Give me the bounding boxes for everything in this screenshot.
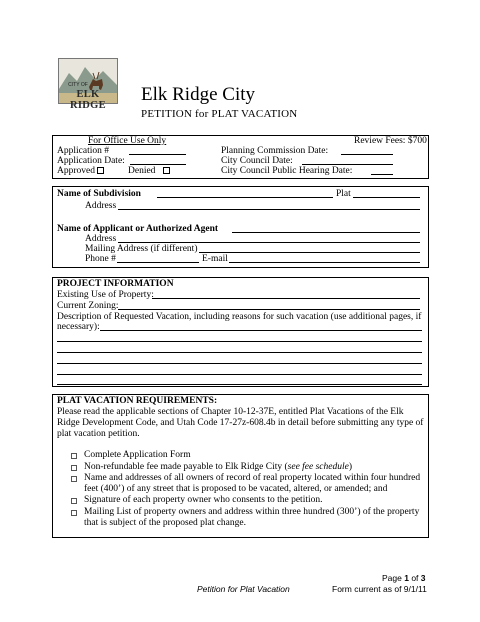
application-number-field[interactable]: [129, 154, 186, 155]
description-field-line[interactable]: [57, 341, 422, 342]
page-current: 1: [404, 573, 409, 583]
requirement-checkbox[interactable]: [71, 498, 77, 504]
description-field-line[interactable]: [57, 374, 422, 375]
approved-checkbox[interactable]: [97, 167, 104, 174]
application-date-field[interactable]: [130, 164, 186, 165]
footer-form-date: Form current as of 9/1/11: [332, 584, 427, 594]
footer-doc-title: Petition for Plat Vacation: [197, 584, 290, 594]
plat-field[interactable]: [353, 197, 420, 198]
logo-city-name: ELK RIDGE: [70, 89, 106, 111]
city-council-date-label: City Council Date:: [221, 156, 293, 166]
subdivision-name-label: Name of Subdivision: [57, 189, 141, 199]
mailing-address-field[interactable]: [199, 252, 420, 253]
requirements-intro: Ridge Development Code, and Utah Code 17-27z-608.4b in detail before submitting any type of: [57, 418, 424, 428]
page-total: 3: [420, 573, 426, 583]
logo-city-of: CITY OF: [68, 82, 88, 88]
subdivision-address-label: Address: [85, 201, 117, 211]
applicant-name-field[interactable]: [232, 232, 420, 233]
description-label: Description of Requested Vacation, including reasons for such vacation (use additional pages, if: [57, 312, 422, 322]
requirement-item: Name and addresses of all owners of record of real property located within four hundred: [84, 473, 421, 483]
plat-label: Plat: [336, 189, 351, 199]
email-field[interactable]: [229, 262, 420, 263]
subdivision-address-field[interactable]: [118, 209, 420, 210]
requirement-checkbox[interactable]: [71, 476, 77, 482]
phone-field[interactable]: [117, 262, 199, 263]
planning-commission-date-label: Planning Commission Date:: [221, 146, 329, 156]
requirement-item-text: Non-refundable fee made payable to Elk Ridge City (: [84, 462, 288, 472]
current-zoning-field[interactable]: [118, 309, 420, 310]
existing-use-label: Existing Use of Property:: [57, 290, 154, 300]
description-field-line[interactable]: [100, 330, 422, 331]
requirement-item: [84, 462, 352, 473]
requirements-intro: plat vacation petition.: [57, 429, 140, 439]
description-field-line[interactable]: [57, 384, 422, 385]
current-zoning-label: Current Zoning:: [57, 301, 119, 311]
page-word: Page: [382, 573, 405, 583]
mailing-address-label: Mailing Address (if different): [85, 244, 198, 254]
city-council-date-field[interactable]: [302, 164, 393, 165]
application-date-label: Application Date:: [57, 156, 125, 166]
requirement-item: Mailing List of property owners and address within three hundred (300’) of the property: [84, 507, 420, 517]
page-subtitle: PETITION for PLAT VACATION: [141, 108, 298, 120]
project-information-heading: PROJECT INFORMATION: [57, 279, 174, 289]
city-council-hearing-date-field[interactable]: [371, 174, 393, 175]
application-number-label: Application #: [57, 146, 109, 156]
requirement-item-continued: that is subject of the proposed plat change.: [84, 518, 246, 528]
requirements-intro: Please read the applicable sections of Chapter 10-12-37E, entitled Plat Vacations of the Elk: [57, 407, 404, 417]
requirement-item-continued: feet (400’) of any street that is proposed to be vacated, altered, or amended; and: [84, 484, 388, 494]
page-title: Elk Ridge City: [141, 84, 255, 105]
applicant-address-field[interactable]: [118, 242, 420, 243]
requirement-item-italic: see fee schedule: [287, 462, 349, 472]
denied-checkbox[interactable]: [163, 167, 170, 174]
phone-label: Phone #: [85, 254, 116, 264]
description-label-continued: necessary):: [57, 322, 100, 332]
office-use-heading: For Office Use Only: [88, 136, 167, 146]
planning-commission-date-field[interactable]: [341, 154, 393, 155]
description-field-line[interactable]: [57, 352, 422, 353]
requirement-checkbox[interactable]: [71, 453, 77, 459]
approved-label: Approved: [57, 166, 95, 176]
city-council-hearing-date-label: City Council Public Hearing Date:: [221, 166, 353, 176]
applicant-name-label: Name of Applicant or Authorized Agent: [57, 224, 219, 234]
description-field-line[interactable]: [57, 363, 422, 364]
requirements-heading: PLAT VACATION REQUIREMENTS:: [57, 396, 218, 406]
denied-label: Denied: [128, 166, 156, 176]
existing-use-field[interactable]: [152, 298, 420, 299]
requirement-item-tail: ): [348, 462, 353, 472]
requirement-checkbox[interactable]: [71, 465, 77, 471]
review-fees: Review Fees: $700: [354, 136, 427, 146]
applicant-address-label: Address: [85, 234, 117, 244]
email-label: E-mail: [202, 254, 228, 264]
requirement-item: Signature of each property owner who consents to the petition.: [84, 495, 323, 505]
subdivision-name-field[interactable]: [157, 197, 333, 198]
page-of: of: [408, 573, 421, 583]
requirement-item: Complete Application Form: [84, 450, 191, 460]
requirement-checkbox[interactable]: [71, 510, 77, 516]
page-number: [382, 573, 426, 583]
